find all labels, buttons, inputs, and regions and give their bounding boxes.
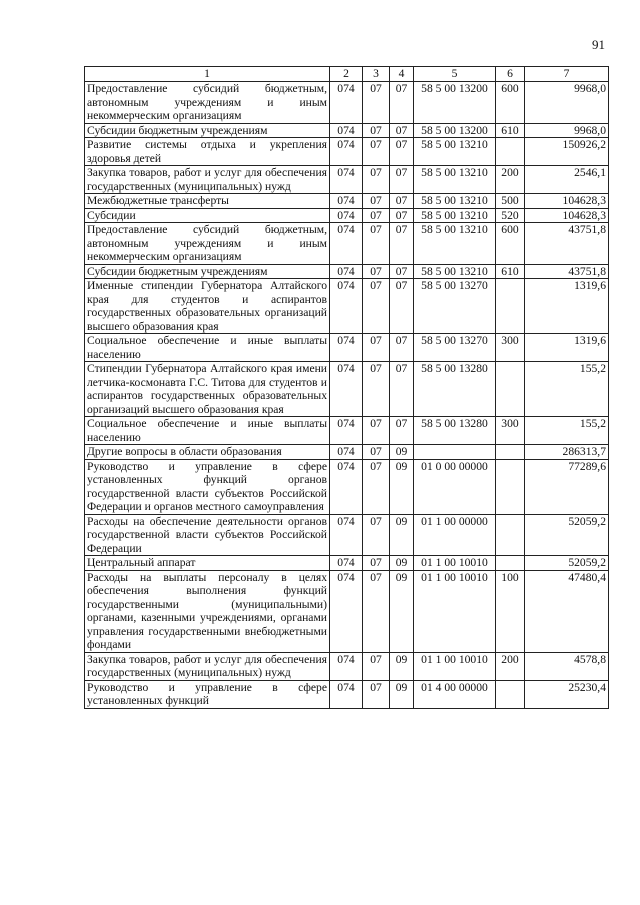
- cell-rz: 07: [363, 459, 390, 514]
- cell-pr: 07: [390, 194, 414, 209]
- table-row: [85, 334, 609, 362]
- cell-name: Расходы на выплаты персоналу в целях обеспечения выполнения функций государственными (муниципальными) органами, казенными учреждениями, органами управления государственными внебюджетными фондами: [85, 570, 330, 652]
- cell-ved: 074: [330, 570, 363, 652]
- cell-vr: 610: [496, 264, 525, 279]
- cell-name: Предоставление субсидий бюджетным, автономным учреждениям и иным некоммерческим организациям: [85, 82, 330, 124]
- cell-sum: 1319,6: [525, 334, 609, 362]
- cell-ved: 074: [330, 680, 363, 708]
- cell-sum: 104628,3: [525, 194, 609, 209]
- cell-name: Развитие системы отдыха и укрепления здоровья детей: [85, 138, 330, 166]
- cell-name: Стипендии Губернатора Алтайского края имени летчика-космонавта Г.С. Титова для студентов и аспирантов государственных образовательных организаций высшего образования края: [85, 362, 330, 417]
- cell-vr: [496, 362, 525, 417]
- cell-ved: 074: [330, 279, 363, 334]
- table-row: [85, 556, 609, 571]
- table-row: [85, 138, 609, 166]
- cell-pr: 07: [390, 264, 414, 279]
- cell-pr: 09: [390, 680, 414, 708]
- table-row: [85, 417, 609, 445]
- table-row: [85, 208, 609, 223]
- cell-name: Закупка товаров, работ и услуг для обеспечения государственных (муниципальных) нужд: [85, 166, 330, 194]
- cell-name: Социальное обеспечение и иные выплаты населению: [85, 417, 330, 445]
- cell-csr: 58 5 00 13200: [414, 123, 496, 138]
- cell-name: Субсидии бюджетным учреждениям: [85, 123, 330, 138]
- cell-pr: 07: [390, 362, 414, 417]
- cell-name: Межбюджетные трансферты: [85, 194, 330, 209]
- cell-sum: 150926,2: [525, 138, 609, 166]
- cell-rz: 07: [363, 279, 390, 334]
- cell-name: Предоставление субсидий бюджетным, автономным учреждениям и иным некоммерческим организациям: [85, 223, 330, 265]
- cell-ved: 074: [330, 334, 363, 362]
- cell-ved: 074: [330, 417, 363, 445]
- cell-csr: 58 5 00 13210: [414, 264, 496, 279]
- cell-csr: 58 5 00 13210: [414, 194, 496, 209]
- cell-csr: 01 1 00 00000: [414, 514, 496, 556]
- cell-name: Расходы на обеспечение деятельности органов государственной власти субъектов Российской Федерации: [85, 514, 330, 556]
- cell-ved: 074: [330, 264, 363, 279]
- table-row: [85, 279, 609, 334]
- cell-vr: 600: [496, 82, 525, 124]
- cell-ved: 074: [330, 138, 363, 166]
- cell-sum: 52059,2: [525, 556, 609, 571]
- cell-csr: 58 5 00 13210: [414, 223, 496, 265]
- cell-rz: 07: [363, 208, 390, 223]
- cell-sum: 47480,4: [525, 570, 609, 652]
- cell-vr: 500: [496, 194, 525, 209]
- table-row: [85, 652, 609, 680]
- cell-csr: 58 5 00 13210: [414, 138, 496, 166]
- cell-csr: 01 1 00 10010: [414, 652, 496, 680]
- cell-csr: 58 5 00 13200: [414, 82, 496, 124]
- cell-sum: 104628,3: [525, 208, 609, 223]
- cell-name: Другие вопросы в области образования: [85, 445, 330, 460]
- cell-csr: 01 4 00 00000: [414, 680, 496, 708]
- cell-sum: 25230,4: [525, 680, 609, 708]
- cell-rz: 07: [363, 223, 390, 265]
- cell-sum: 155,2: [525, 362, 609, 417]
- cell-sum: 43751,8: [525, 264, 609, 279]
- cell-rz: 07: [363, 445, 390, 460]
- table-row: [85, 570, 609, 652]
- cell-csr: 58 5 00 13270: [414, 334, 496, 362]
- cell-sum: 9968,0: [525, 123, 609, 138]
- cell-rz: 07: [363, 652, 390, 680]
- table-row: [85, 166, 609, 194]
- cell-ved: 074: [330, 445, 363, 460]
- cell-vr: 100: [496, 570, 525, 652]
- cell-csr: 58 5 00 13280: [414, 362, 496, 417]
- cell-rz: 07: [363, 264, 390, 279]
- cell-vr: 300: [496, 417, 525, 445]
- cell-sum: 77289,6: [525, 459, 609, 514]
- cell-vr: [496, 138, 525, 166]
- cell-rz: 07: [363, 514, 390, 556]
- cell-rz: 07: [363, 123, 390, 138]
- cell-sum: 9968,0: [525, 82, 609, 124]
- cell-name: Социальное обеспечение и иные выплаты населению: [85, 334, 330, 362]
- cell-pr: 07: [390, 123, 414, 138]
- cell-ved: 074: [330, 362, 363, 417]
- column-header-vr: 6: [496, 67, 525, 82]
- cell-sum: 43751,8: [525, 223, 609, 265]
- column-header-sum: 7: [525, 67, 609, 82]
- cell-pr: 07: [390, 138, 414, 166]
- table-row: [85, 445, 609, 460]
- cell-pr: 07: [390, 417, 414, 445]
- cell-name: Центральный аппарат: [85, 556, 330, 571]
- table-row: [85, 123, 609, 138]
- cell-sum: 52059,2: [525, 514, 609, 556]
- cell-rz: 07: [363, 556, 390, 571]
- cell-pr: 09: [390, 556, 414, 571]
- cell-ved: 074: [330, 223, 363, 265]
- cell-pr: 09: [390, 459, 414, 514]
- cell-ved: 074: [330, 123, 363, 138]
- cell-rz: 07: [363, 166, 390, 194]
- cell-pr: 09: [390, 514, 414, 556]
- cell-vr: [496, 556, 525, 571]
- cell-csr: 58 5 00 13280: [414, 417, 496, 445]
- cell-pr: 07: [390, 223, 414, 265]
- cell-name: Руководство и управление в сфере установленных функций: [85, 680, 330, 708]
- cell-vr: 200: [496, 166, 525, 194]
- cell-pr: 07: [390, 208, 414, 223]
- cell-sum: 155,2: [525, 417, 609, 445]
- cell-rz: 07: [363, 138, 390, 166]
- cell-vr: 610: [496, 123, 525, 138]
- table-row: [85, 459, 609, 514]
- cell-csr: 01 1 00 10010: [414, 570, 496, 652]
- cell-pr: 09: [390, 570, 414, 652]
- cell-name: Руководство и управление в сфере установленных функций органов государственной власти субъектов Российской Федерации и органов местного самоуправления: [85, 459, 330, 514]
- cell-ved: 074: [330, 556, 363, 571]
- column-header-pr: 4: [390, 67, 414, 82]
- budget-table: [84, 66, 609, 709]
- cell-name: Именные стипендии Губернатора Алтайского края для студентов и аспирантов государственных образовательных организаций высшего образования края: [85, 279, 330, 334]
- table-row: [85, 223, 609, 265]
- cell-csr: 58 5 00 13210: [414, 208, 496, 223]
- cell-rz: 07: [363, 334, 390, 362]
- cell-ved: 074: [330, 652, 363, 680]
- page-number: 91: [592, 37, 605, 52]
- cell-ved: 074: [330, 459, 363, 514]
- table-row: [85, 194, 609, 209]
- cell-vr: 600: [496, 223, 525, 265]
- cell-rz: 07: [363, 194, 390, 209]
- cell-pr: 07: [390, 166, 414, 194]
- cell-rz: 07: [363, 417, 390, 445]
- cell-ved: 074: [330, 208, 363, 223]
- cell-vr: 520: [496, 208, 525, 223]
- cell-name: Субсидии бюджетным учреждениям: [85, 264, 330, 279]
- table-row: [85, 264, 609, 279]
- cell-ved: 074: [330, 514, 363, 556]
- cell-rz: 07: [363, 82, 390, 124]
- cell-vr: 300: [496, 334, 525, 362]
- cell-vr: [496, 279, 525, 334]
- cell-csr: 58 5 00 13270: [414, 279, 496, 334]
- cell-sum: 286313,7: [525, 445, 609, 460]
- cell-vr: [496, 680, 525, 708]
- cell-csr: [414, 445, 496, 460]
- cell-name: Субсидии: [85, 208, 330, 223]
- table-row: [85, 82, 609, 124]
- cell-pr: 09: [390, 652, 414, 680]
- cell-csr: 01 1 00 10010: [414, 556, 496, 571]
- cell-csr: 58 5 00 13210: [414, 166, 496, 194]
- cell-rz: 07: [363, 570, 390, 652]
- cell-name: Закупка товаров, работ и услуг для обеспечения государственных (муниципальных) нужд: [85, 652, 330, 680]
- cell-csr: 01 0 00 00000: [414, 459, 496, 514]
- cell-pr: 07: [390, 82, 414, 124]
- cell-ved: 074: [330, 194, 363, 209]
- column-header-rz: 3: [363, 67, 390, 82]
- table-row: [85, 680, 609, 708]
- cell-pr: 07: [390, 279, 414, 334]
- cell-rz: 07: [363, 680, 390, 708]
- table-row: [85, 362, 609, 417]
- cell-vr: 200: [496, 652, 525, 680]
- cell-vr: [496, 514, 525, 556]
- table-row: [85, 514, 609, 556]
- cell-sum: 2546,1: [525, 166, 609, 194]
- cell-vr: [496, 459, 525, 514]
- column-header-csr: 5: [414, 67, 496, 82]
- column-header-ved: 2: [330, 67, 363, 82]
- cell-sum: 4578,8: [525, 652, 609, 680]
- column-header-name: 1: [85, 67, 330, 82]
- cell-rz: 07: [363, 362, 390, 417]
- cell-sum: 1319,6: [525, 279, 609, 334]
- cell-ved: 074: [330, 166, 363, 194]
- cell-vr: [496, 445, 525, 460]
- cell-ved: 074: [330, 82, 363, 124]
- table-header-row: [85, 67, 609, 82]
- cell-pr: 09: [390, 445, 414, 460]
- cell-pr: 07: [390, 334, 414, 362]
